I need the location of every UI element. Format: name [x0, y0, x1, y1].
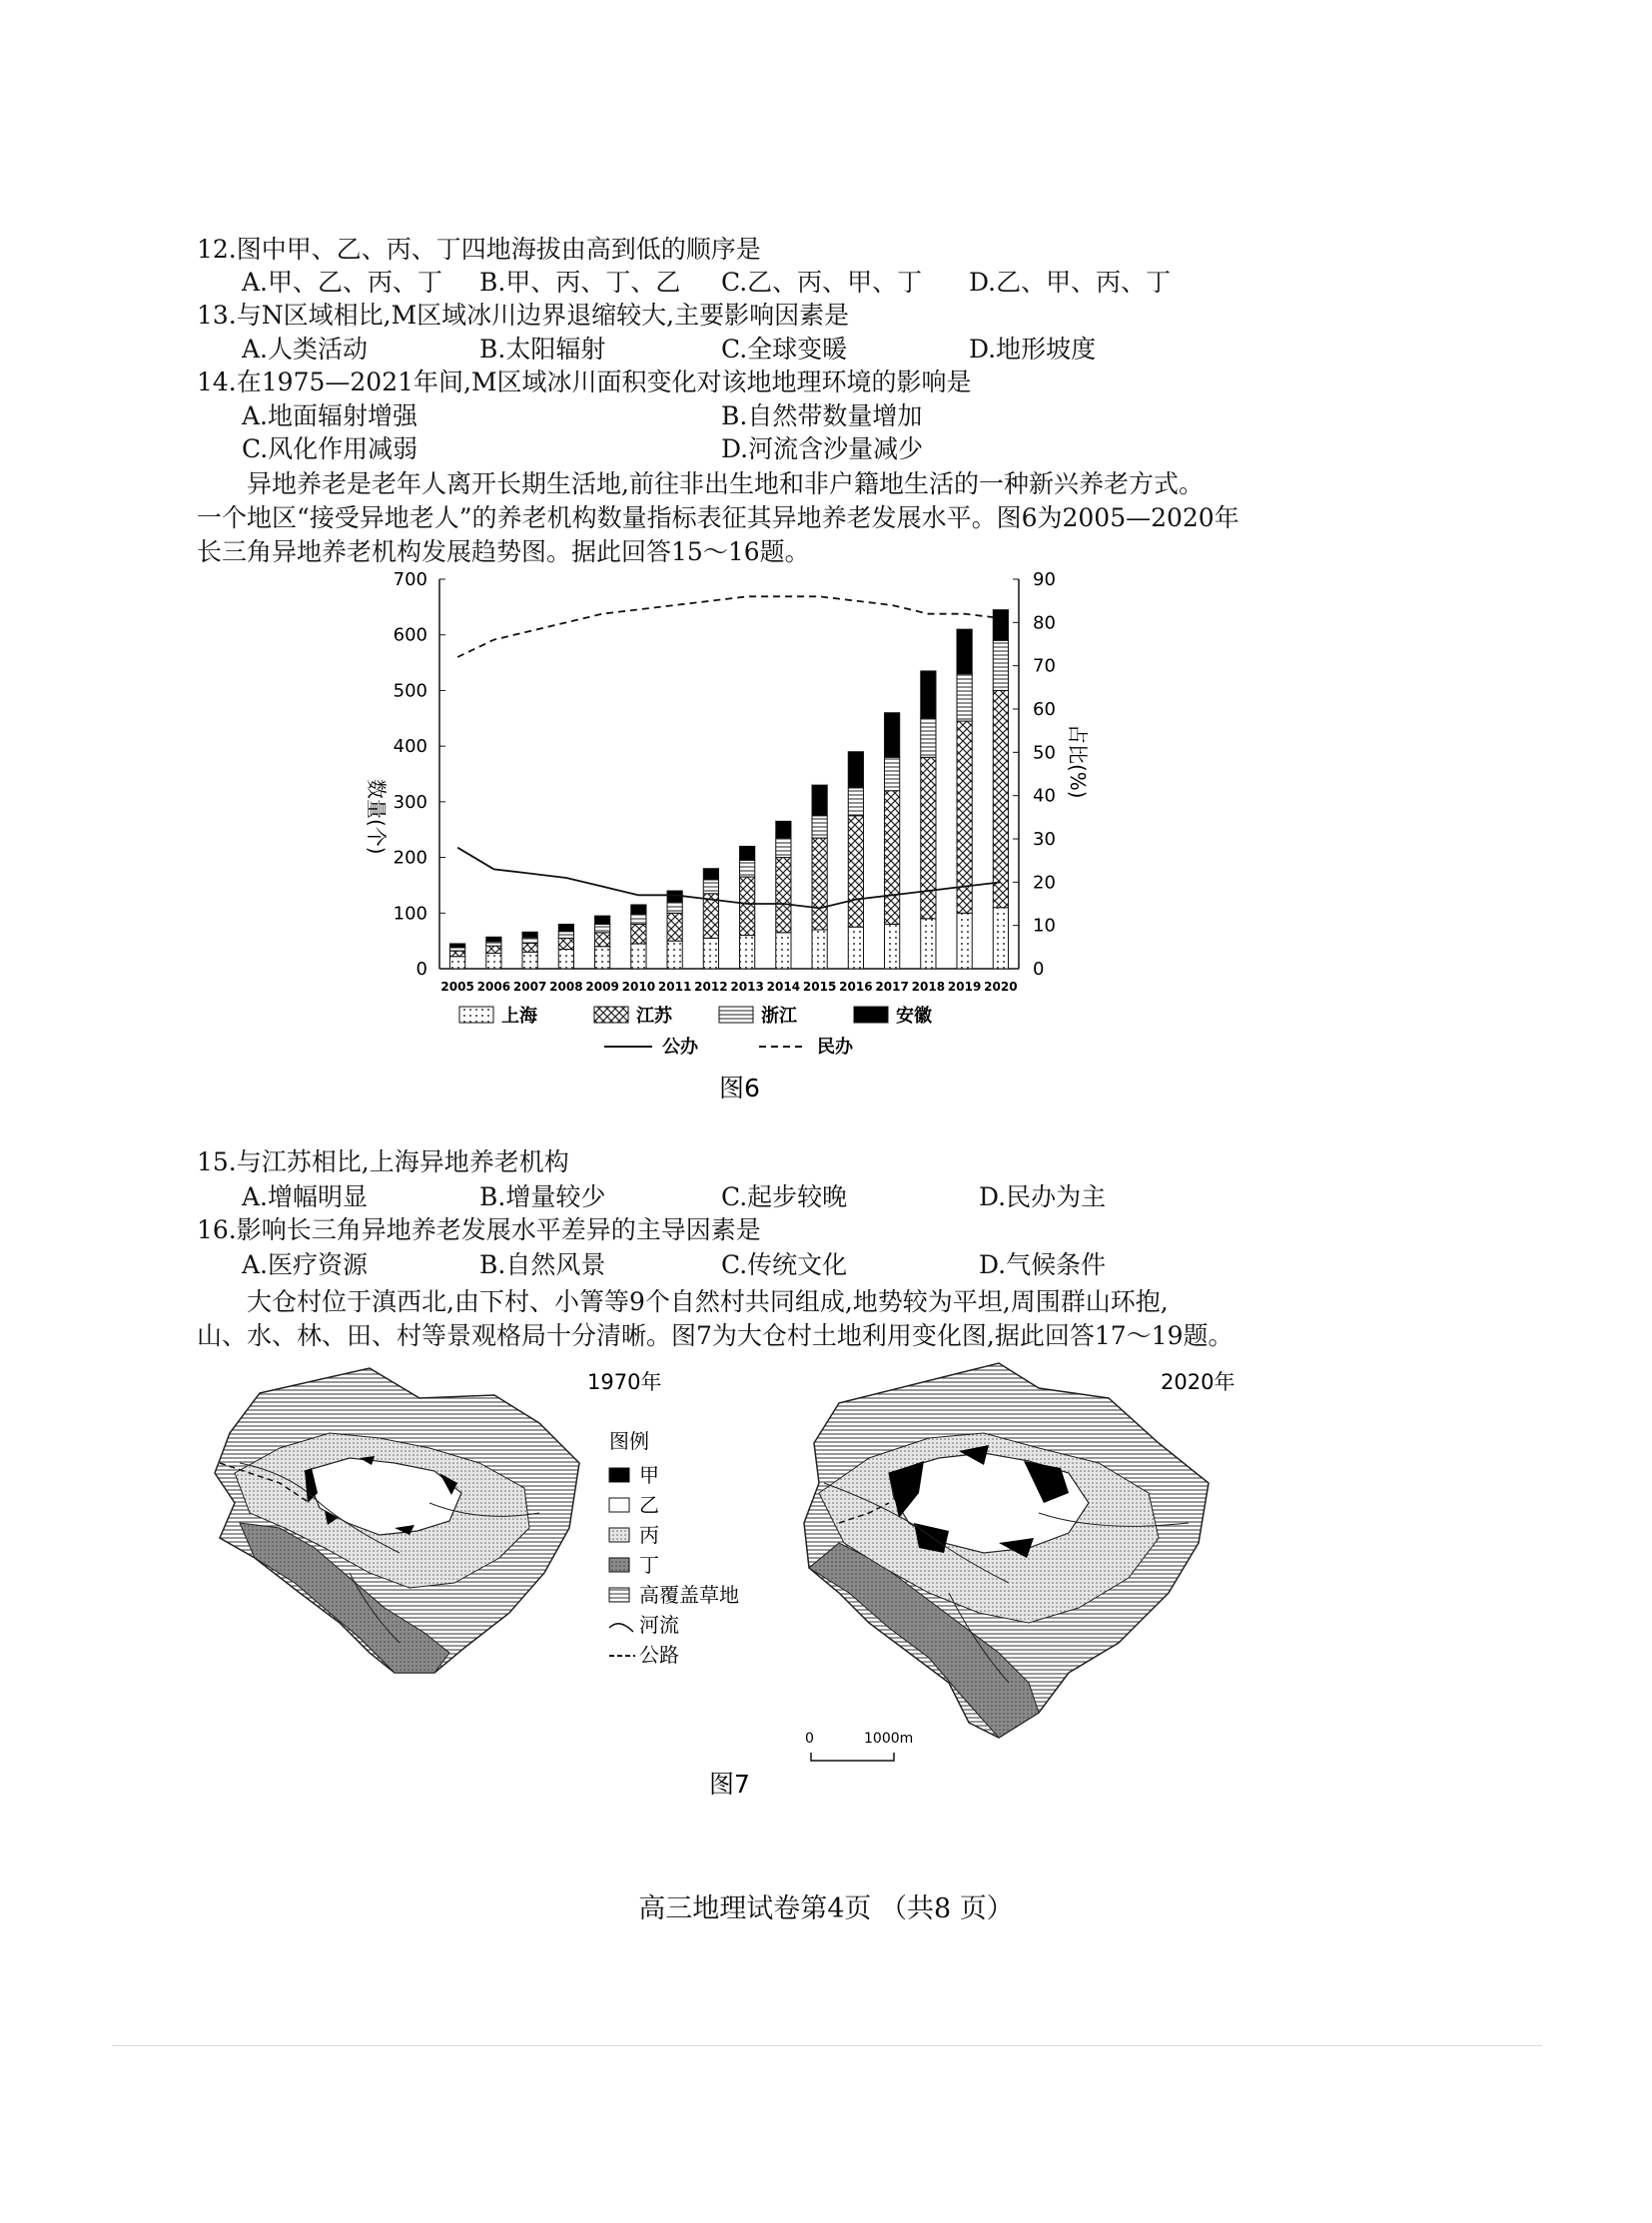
chart-axes: [394, 569, 1056, 994]
bar-segment-江苏: [885, 791, 900, 925]
option: B.太阳辐射: [479, 335, 606, 364]
bar-segment-浙江: [631, 914, 646, 924]
page-footer: 高三地理试卷第4页 （共8 页）: [638, 1893, 1014, 1924]
y-tick-label-right: 20: [1033, 872, 1056, 894]
legend-swatch: [609, 1588, 629, 1602]
legend-label: 公办: [662, 1037, 698, 1058]
question-stem: 15.与江苏相比,上海异地养老机构: [197, 1147, 569, 1176]
chart-legend: [459, 1005, 932, 1058]
bar-segment-浙江: [450, 948, 465, 951]
option: A.地面辐射增强: [242, 401, 418, 430]
bar-segment-浙江: [522, 938, 537, 944]
legend-label: 上海: [501, 1006, 537, 1027]
question-stem: 14.在1975—2021年间,M区域冰川面积变化对该地地理环境的影响是: [197, 368, 972, 396]
option: A.人类活动: [242, 335, 369, 364]
passage-line: 大仓村位于滇西北,由下村、小箐等9个自然村共同组成,地势较为平坦,周围群山环抱,: [247, 1287, 1169, 1316]
bar-segment-江苏: [812, 838, 827, 930]
legend-swatch: [609, 1498, 629, 1512]
passage-line: 一个地区“接受异地老人”的养老机构数量指标表征其异地养老发展水平。图6为2005—2020年: [197, 503, 1239, 532]
map-1970-year-label: 1970年: [587, 1370, 662, 1394]
legend-swatch: [594, 1007, 628, 1023]
x-tick-label: 2012: [694, 980, 728, 994]
bar-segment-上海: [812, 930, 827, 969]
legend-label: 公路: [639, 1643, 679, 1667]
y-axis-label-right: 占比(%): [1066, 724, 1090, 799]
x-tick-label: 2016: [839, 980, 873, 994]
option: D.河流含沙量减少: [721, 434, 924, 463]
bar-segment-上海: [450, 957, 465, 969]
bar-segment-安徽: [450, 944, 465, 948]
bar-segment-上海: [921, 919, 936, 969]
x-tick-label: 2015: [802, 980, 837, 994]
legend-label: 丙: [639, 1523, 659, 1547]
bar-segment-浙江: [848, 788, 863, 816]
option: C.风化作用减弱: [242, 434, 418, 463]
bar-segment-上海: [595, 947, 610, 969]
bar-segment-江苏: [450, 951, 465, 957]
bar-segment-江苏: [631, 924, 646, 944]
map-2020: [804, 1363, 1209, 1738]
map-legend: [609, 1429, 739, 1667]
bar-segment-江苏: [993, 690, 1008, 907]
option: D.民办为主: [979, 1182, 1107, 1211]
passage-line: 山、水、林、田、村等景观格局十分清晰。图7为大仓村土地利用变化图,据此回答17～19题。: [197, 1321, 1234, 1350]
legend-label: 高覆盖草地: [639, 1583, 739, 1607]
bar-segment-上海: [848, 927, 863, 969]
legend-swatch: [609, 1468, 629, 1482]
y-tick-label-right: 60: [1033, 699, 1056, 720]
bar-segment-上海: [993, 908, 1008, 969]
bar-segment-安徽: [595, 916, 610, 924]
bar-segment-上海: [631, 944, 646, 969]
option: C.传统文化: [721, 1250, 848, 1279]
legend-swatch: [609, 1528, 629, 1542]
bar-segment-江苏: [595, 933, 610, 947]
passage-line: 异地养老是老年人离开长期生活地,前往非出生地和非户籍地生活的一种新兴养老方式。: [247, 469, 1204, 498]
bar-segment-浙江: [667, 902, 682, 913]
bar-segment-安徽: [957, 629, 972, 674]
bar-segment-江苏: [558, 938, 573, 949]
y-tick-label-right: 50: [1033, 742, 1056, 764]
y-tick-label-left: 600: [393, 624, 427, 646]
question-stem: 13.与N区域相比,M区域冰川边界退缩较大,主要影响因素是: [197, 301, 850, 330]
y-tick-label-left: 700: [393, 569, 427, 590]
y-tick-label-right: 80: [1033, 612, 1056, 634]
bar-segment-江苏: [486, 946, 501, 953]
x-tick-label: 2013: [730, 980, 764, 994]
option: A.医疗资源: [242, 1250, 369, 1279]
x-tick-label: 2008: [549, 980, 583, 994]
x-tick-label: 2010: [621, 980, 656, 994]
option: D.地形坡度: [969, 335, 1097, 364]
x-tick-label: 2009: [585, 980, 619, 994]
bar-segment-浙江: [740, 860, 755, 877]
option: B.甲、丙、丁、乙: [479, 268, 681, 297]
option: B.自然带数量增加: [721, 401, 923, 430]
bar-segment-浙江: [776, 838, 791, 858]
bar-segment-江苏: [776, 858, 791, 933]
line-series-公办: [457, 848, 1001, 909]
bar-segment-上海: [703, 938, 718, 969]
option: C.乙、丙、甲、丁: [721, 268, 923, 297]
y-tick-label-left: 300: [393, 791, 427, 813]
figure-caption: 图7: [709, 1770, 750, 1799]
y-tick-label-right: 90: [1033, 569, 1056, 590]
bar-segment-浙江: [885, 757, 900, 790]
y-tick-label-right: 0: [1033, 959, 1045, 980]
y-tick-label-left: 200: [393, 847, 427, 869]
line-series-民办: [457, 596, 1001, 657]
x-tick-label: 2007: [512, 980, 547, 994]
bar-segment-浙江: [703, 880, 718, 894]
legend-title: 图例: [609, 1429, 649, 1453]
option: B.增量较少: [479, 1182, 606, 1211]
x-tick-label: 2014: [766, 980, 801, 994]
legend-label: 甲: [639, 1463, 659, 1487]
bar-segment-江苏: [848, 816, 863, 927]
bar-segment-安徽: [812, 785, 827, 816]
x-tick-label: 2018: [911, 980, 946, 994]
figure-7-land-use-maps: [200, 1353, 1239, 1803]
option: A.增幅明显: [242, 1182, 369, 1211]
legend-swatch: [719, 1007, 753, 1023]
legend-label: 丁: [639, 1553, 659, 1577]
bar-segment-浙江: [812, 816, 827, 838]
bar-segment-浙江: [957, 674, 972, 721]
map-2020-year-label: 2020年: [1161, 1370, 1236, 1394]
bar-segment-江苏: [957, 721, 972, 913]
x-tick-label: 2006: [476, 980, 511, 994]
y-tick-label-left: 0: [415, 959, 427, 980]
bar-segment-浙江: [993, 640, 1008, 690]
bar-segment-浙江: [595, 924, 610, 932]
bar-segment-上海: [957, 913, 972, 969]
bar-segment-安徽: [921, 671, 936, 718]
bar-segment-上海: [740, 936, 755, 969]
bar-segment-安徽: [522, 932, 537, 938]
scale-end-label: 1000m: [864, 1731, 914, 1747]
y-tick-label-right: 30: [1033, 829, 1056, 850]
bar-segment-安徽: [631, 905, 646, 914]
option: D.乙、甲、丙、丁: [969, 268, 1172, 297]
scale-start-label: 0: [805, 1731, 814, 1747]
option: B.自然风景: [479, 1250, 606, 1279]
passage-line: 长三角异地养老机构发展趋势图。据此回答15～16题。: [197, 537, 810, 566]
bar-segment-安徽: [848, 752, 863, 788]
bar-segment-安徽: [776, 821, 791, 838]
bar-segment-安徽: [885, 713, 900, 758]
bar-segment-上海: [558, 950, 573, 970]
x-tick-label: 2020: [984, 980, 1018, 994]
legend-label: 江苏: [636, 1006, 672, 1027]
chart-bars: [450, 610, 1009, 969]
bar-segment-安徽: [486, 937, 501, 941]
y-tick-label-right: 10: [1033, 915, 1056, 937]
option: A.甲、乙、丙、丁: [242, 268, 443, 297]
bar-segment-安徽: [740, 846, 755, 860]
x-tick-label: 2017: [875, 980, 909, 994]
bar-segment-上海: [776, 933, 791, 969]
x-tick-label: 2019: [947, 980, 982, 994]
y-tick-label-right: 70: [1033, 655, 1056, 677]
question-stem: 16.影响长三角异地养老发展水平差异的主导因素是: [197, 1215, 761, 1244]
option: C.全球变暖: [721, 335, 848, 364]
bar-segment-江苏: [740, 877, 755, 936]
legend-swatch: [609, 1558, 629, 1572]
bar-segment-安徽: [703, 869, 718, 880]
legend-label: 乙: [639, 1493, 659, 1517]
bar-segment-浙江: [921, 718, 936, 757]
y-tick-label-right: 40: [1033, 785, 1056, 807]
legend-label: 民办: [817, 1037, 853, 1058]
legend-swatch-river: [609, 1624, 633, 1632]
bar-segment-上海: [885, 924, 900, 969]
option: D.气候条件: [979, 1250, 1107, 1279]
bar-segment-上海: [486, 953, 501, 969]
chart-lines: [457, 596, 1001, 908]
bar-segment-安徽: [558, 924, 573, 931]
y-tick-label-left: 400: [393, 736, 427, 758]
legend-swatch: [854, 1007, 888, 1023]
bar-segment-上海: [667, 941, 682, 969]
legend-swatch: [459, 1007, 493, 1023]
bar-segment-江苏: [921, 757, 936, 919]
map-1970: [215, 1368, 579, 1673]
bar-segment-江苏: [522, 943, 537, 952]
page-divider: [112, 2045, 1542, 2046]
y-axis-label-left: 数量(个): [365, 779, 389, 855]
bar-segment-安徽: [993, 610, 1008, 641]
x-tick-label: 2011: [657, 980, 692, 994]
question-stem: 12.图中甲、乙、丙、丁四地海拔由高到低的顺序是: [197, 235, 761, 264]
y-tick-label-left: 100: [393, 903, 427, 925]
x-tick-label: 2005: [440, 980, 474, 994]
y-tick-label-left: 500: [393, 680, 427, 702]
bar-segment-浙江: [486, 942, 501, 946]
option: C.起步较晚: [721, 1182, 848, 1211]
bar-segment-上海: [522, 952, 537, 969]
bar-segment-江苏: [667, 913, 682, 941]
legend-label: 河流: [639, 1613, 679, 1637]
figure-6-chart: [360, 569, 1119, 1109]
legend-label: 安徽: [896, 1006, 932, 1027]
legend-label: 浙江: [761, 1006, 797, 1027]
figure-caption: 图6: [719, 1074, 760, 1103]
bar-segment-浙江: [558, 932, 573, 939]
scale-bar: [805, 1731, 913, 1761]
